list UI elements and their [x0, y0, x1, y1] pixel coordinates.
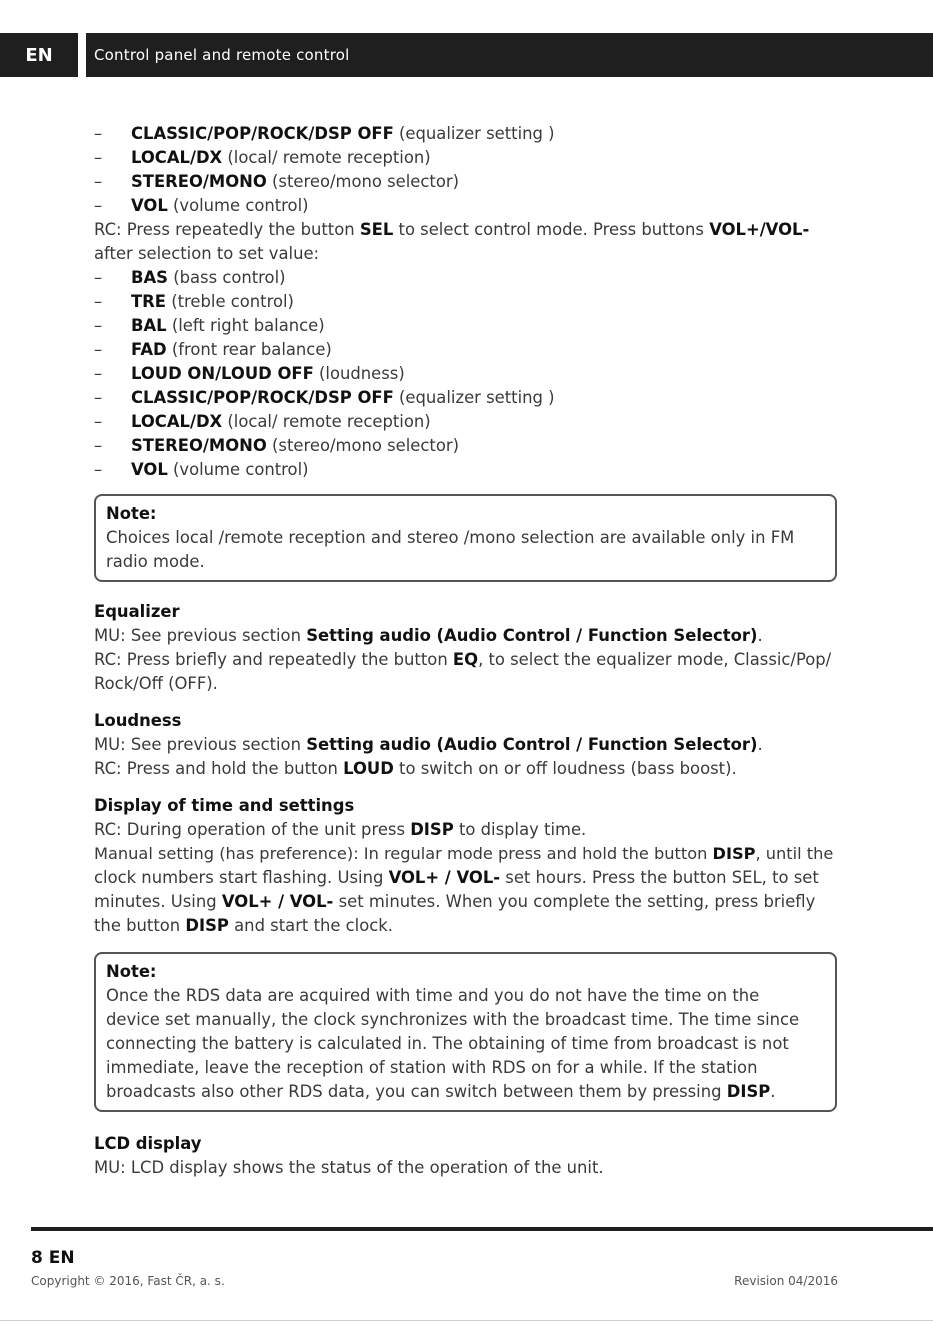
copyright: Copyright © 2016, Fast ČR, a. s. [31, 1274, 225, 1288]
section-title: LCD display [94, 1134, 202, 1153]
list-item: – TRE (treble control) [94, 292, 294, 311]
rc-intro-paragraph: RC: Press repeatedly the button SEL to select control mode. Press buttons VOL+/VOL- after selection to set value: [94, 220, 810, 263]
language-tab: EN [25, 44, 53, 66]
section-title: Display of time and settings [94, 796, 355, 815]
header-separator [78, 33, 86, 77]
list-item: – LOUD ON/LOUD OFF (loudness) [94, 364, 405, 383]
list-item: – STEREO/MONO (stereo/mono selector) [94, 172, 459, 191]
footer-rule [31, 1227, 933, 1231]
section-display-time: Display of time and settings RC: During operation of the unit press DISP to display time. Manual setting (has preference): In regular mode press and hold the button DISP, until the clock numbers start flashing. Using VOL+ / VOL- set hours. Press the button SEL, to set minutes. Using VOL+ / VOL- set minutes. When you complete the setting, press briefly the button DISP and start the clock. [94, 794, 839, 938]
main-content [94, 122, 839, 1180]
section-title: Equalizer [94, 602, 180, 621]
section-lcd: LCD display MU: LCD display shows the status of the operation of the unit. [94, 1132, 839, 1180]
list-item: – FAD (front rear balance) [94, 340, 332, 359]
list-item: – BAS (bass control) [94, 268, 286, 287]
list-item: – BAL (left right balance) [94, 316, 325, 335]
revision: Revision 04/2016 [734, 1274, 838, 1288]
bottom-rule [0, 1320, 933, 1321]
page-number: 8 EN [31, 1248, 75, 1268]
list-item: – VOL (volume control) [94, 460, 309, 479]
list-2 [94, 266, 839, 482]
list-item: – VOL (volume control) [94, 196, 309, 215]
list-item: – STEREO/MONO (stereo/mono selector) [94, 436, 459, 455]
note-box-fm: Note: Choices local /remote reception and stereo /mono selection are available only in FM radio mode. [94, 494, 837, 582]
note-title: Note: [106, 962, 157, 981]
section-loudness: Loudness MU: See previous section Setting audio (Audio Control / Function Selector). RC: Press and hold the button LOUD to switch on or off loudness (bass boost). [94, 709, 839, 781]
note-box-rds: Note: Once the RDS data are acquired with time and you do not have the time on the device set manually, the clock synchronizes with the broadcast time. The time since connecting the battery is calculated in. The obtaining of time from broadcast is not immediate, leave the reception of station with RDS on for a while. If the station broadcasts also other RDS data, you can switch between them by pressing DISP. [94, 952, 837, 1112]
list-item: – LOCAL/DX (local/ remote reception) [94, 148, 431, 167]
header-title: Control panel and remote control [94, 46, 350, 64]
section-equalizer: Equalizer MU: See previous section Setting audio (Audio Control / Function Selector). RC: Press briefly and repeatedly the button EQ, to select the equalizer mode, Classic/Pop/ Rock/Off (OFF). [94, 600, 839, 696]
list-item: – CLASSIC/POP/ROCK/DSP OFF (equalizer setting ) [94, 388, 555, 407]
header-bar [0, 33, 933, 77]
section-title: Loudness [94, 711, 182, 730]
list-item: – CLASSIC/POP/ROCK/DSP OFF (equalizer setting ) [94, 124, 555, 143]
note-title: Note: [106, 504, 157, 523]
list-1 [94, 122, 839, 218]
list-item: – LOCAL/DX (local/ remote reception) [94, 412, 431, 431]
